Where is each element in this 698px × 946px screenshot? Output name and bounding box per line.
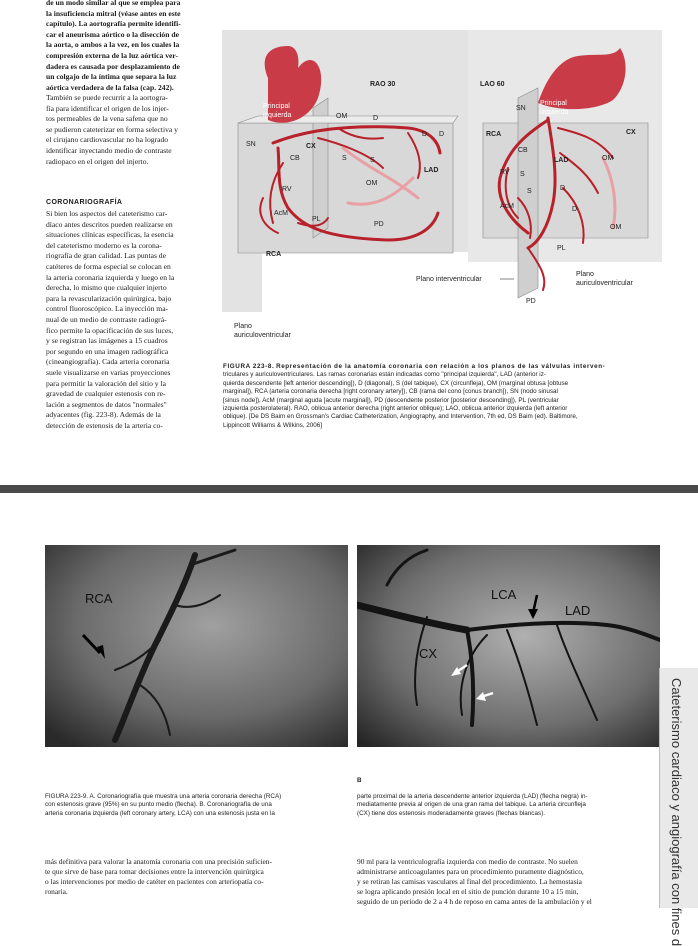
- rao-rv-label: RV: [282, 186, 292, 193]
- angiogram-photo-a: [45, 545, 348, 747]
- caption-line: con estenosis grave (95%) en su punto medio (flecha). B. Coronariografía de una: [45, 801, 272, 809]
- lao-lad-label: LAD: [554, 157, 569, 164]
- rao-d2-label: D: [422, 131, 428, 138]
- text-line: lación a segmentos de datos "normales": [46, 399, 167, 409]
- text-line: el cirujano cardiovascular no ha logrado: [46, 135, 169, 145]
- photo-b-cx-label: CX: [419, 646, 438, 661]
- lao-av-plane: [483, 123, 648, 238]
- text-line: fico permite la opacificación de sus luces,: [46, 325, 174, 335]
- text-line: nual de un medio de contraste radiográ-: [46, 314, 167, 324]
- text-line: y se retiran las camisas vasculares al final del procedimiento. La hemostasia: [357, 877, 582, 886]
- text-line: por segundo en una imagen radiográfica: [46, 346, 169, 356]
- lao-d-label: D: [560, 185, 566, 192]
- text-line: También se puede recurrir a la aortogra-: [46, 93, 168, 102]
- text-line: 90 ml para la ventriculografía izquierda con medio de contraste. No suelen: [357, 857, 578, 866]
- text-line: seguido de un periodo de 2 a 4 h de reposo en cama antes de la ambulación y el: [357, 897, 592, 906]
- caption-line: oblique). [De DS Baim en Grossman's Cardiac Catheterization, Angiography, and Intervention, 7th ed, DS Baim (ed). Baltimore,: [223, 413, 578, 421]
- text-line: díaco antes descritos pueden realizarse en: [46, 219, 173, 229]
- angiogram-photo-b: [357, 545, 660, 747]
- text-line: radiopaco en el origen del injerto.: [46, 156, 149, 166]
- bottom-left-paragraph: [45, 857, 347, 897]
- section-heading: CORONARIOGRAFÍA: [46, 199, 123, 206]
- text-line: y se registran las imágenes a 15 cuadros: [46, 336, 168, 346]
- lao-principal-label: Principal: [540, 100, 567, 107]
- caption-line: Lippincott Williams & Wilkins, 2006]: [223, 421, 323, 429]
- text-line: detección de estenosis de la arteria co-: [46, 420, 163, 430]
- caption-line: triculares y auriculoventriculares. Las ramas coronarias están indicadas como "principal izquierda", LAD (anterior iz-: [223, 371, 546, 379]
- figure-223-9-caption-left: [45, 793, 345, 818]
- text-line: un colgajo de la íntima que separa la luz: [46, 72, 177, 82]
- caption-line: mediatamente previa al origen de una gran rama del tabique. La arteria circunfleja: [357, 801, 586, 809]
- text-line: control fluoroscópico. La inyección ma-: [46, 304, 169, 314]
- text-line: te que sirve de base para tomar decisiones entre la intervención quirúrgica: [45, 867, 264, 876]
- caption-title: Representación de la anatomía coronaria con relación a los planos de las válvulas interven-: [276, 363, 606, 370]
- text-line: tos permeables de la vena safena que no: [46, 114, 168, 124]
- photo-b-lca-label: LCA: [491, 587, 517, 602]
- text-line: (cineangiografía). Cada arteria coronaria: [46, 357, 170, 367]
- rao-d-label: D: [373, 115, 379, 122]
- text-line: del cateterismo moderno es la corona-: [46, 240, 162, 250]
- plane-interventricular-label: Plano interventricular: [416, 276, 482, 283]
- caption-line: parte proximal de la arteria descendente anterior izquierda (LAD) (flecha negra) in-: [357, 793, 588, 800]
- text-line: para la revascularización quirúrgica, bajo: [46, 293, 172, 303]
- panel-b-letter: B: [357, 777, 362, 784]
- text-line: capítulo). La aortografía permite identifi-: [46, 19, 181, 29]
- photo-b-lad-label: LAD: [565, 603, 591, 618]
- caption-label: FIGURA 223-8.: [223, 363, 275, 370]
- text-line: fía para identificar el origen de los injer-: [46, 103, 169, 113]
- side-tab-label: Cateterismo cardiaco y angiografía con fines d: [669, 678, 684, 946]
- coronary-anatomy-diagram: [218, 28, 664, 346]
- text-line: dadera es causada por desplazamiento de: [46, 61, 180, 71]
- caption-line: marginal]), RCA (arteria coronaria derecha [right coronary artery]), CB (rama del cono [conus branch]), SN (nodo sinusal: [223, 388, 558, 396]
- rao-lad-label: LAD: [424, 167, 439, 174]
- rao-cb-label: CB: [290, 155, 300, 162]
- caption-line: izquierda posterolateral). RAO, oblicua anterior derecha (right anterior oblique); LAO, oblicua anterior izquierda (left anterior: [223, 405, 568, 413]
- intro-paragraph: [46, 0, 206, 93]
- text-line: adyacentes (fig. 223-8). Además de la: [46, 410, 161, 420]
- lao-acm-label: AcM: [500, 203, 514, 210]
- lao-rca-label: RCA: [486, 131, 502, 138]
- text-line: ronaria.: [45, 887, 68, 896]
- text-line: derecha, lo mismo que cualquier injerto: [46, 283, 167, 293]
- lao-view-label: LAO 60: [480, 81, 505, 88]
- lao-s1-label: S: [520, 171, 525, 178]
- rao-principal-label: Principal: [263, 103, 290, 110]
- figure-223-8-caption: [223, 363, 663, 430]
- rao-izquierda-label: izquierda: [263, 112, 292, 119]
- lao-rv-label: RV: [500, 169, 510, 176]
- plane-av-left-label-1: Plano: [234, 323, 252, 330]
- rao-rca-label: RCA: [266, 251, 282, 258]
- text-line: riografía de gran calidad. Las puntas de: [46, 251, 166, 261]
- lao-cb-label: CB: [518, 147, 528, 154]
- text-line: suele visualizarse en varias proyecciones: [46, 367, 171, 377]
- rao-om-label: OM: [336, 113, 348, 120]
- rao-om2-label: OM: [366, 180, 378, 187]
- lao-om2-label: OM: [610, 224, 622, 231]
- caption-line: FIGURA 223-9. A. Coronariografía que muestra una arteria coronaria derecha (RCA): [45, 793, 282, 800]
- rao-pd-label: PD: [374, 221, 384, 228]
- bottom-right-paragraph: [357, 857, 657, 907]
- caption-line: arteria coronaria izquierda (left coronary artery, LCA) con una estenosis justa en la: [45, 809, 275, 817]
- rao-sn-label: SN: [246, 141, 256, 148]
- text-line: para permitir la valoración del sitio y la: [46, 378, 166, 388]
- lao-izquierda-label: izquierda: [540, 109, 569, 116]
- coronariografia-paragraph: [46, 209, 209, 431]
- plane-av-left-label-2: auriculoventricular: [234, 332, 291, 339]
- text-line: se pudieron cateterizar en forma selectiva y: [46, 124, 178, 134]
- text-line: car el aneurisma aórtico o la disección de: [46, 29, 179, 39]
- figure-223-9-caption-right: [357, 793, 657, 818]
- text-line: aórtica verdadera de la falsa (cap. 242).: [46, 82, 174, 92]
- caption-line: quierda descendente [left anterior descending]), D (diagonal), S (del tabique), CX (circunfleja), OM (marginal obtusa [obtuse: [223, 379, 569, 387]
- text-line: administrarse anticoagulantes para un procedimiento puramente diagnóstico,: [357, 867, 584, 876]
- text-line: Si bien los aspectos del cateterismo car-: [46, 209, 168, 218]
- text-line: identificar inyectando medio de contraste: [46, 145, 172, 155]
- lao-sn-label: SN: [516, 105, 526, 112]
- photo-a-rca-label: RCA: [85, 591, 113, 606]
- text-line: o las intervenciones por medio de catéter en pacientes con arteriopatía co-: [45, 877, 264, 886]
- lao-om-label: OM: [602, 155, 614, 162]
- text-line: la arteria coronaria izquierda y luego en la: [46, 272, 175, 282]
- text-line: gravedad de cualquier estenosis con re-: [46, 389, 166, 399]
- caption-line: (CX) tiene dos estenosis moderadamente graves (flechas blancas).: [357, 809, 545, 817]
- rao-acm-label: AcM: [274, 210, 288, 217]
- plane-av-right-label-2: auriculoventricular: [576, 280, 633, 287]
- lao-pl-label: PL: [557, 245, 566, 252]
- text-line: la insuficiencia mitral (véase antes en este: [46, 8, 181, 18]
- lao-cx-label: CX: [626, 129, 636, 136]
- intro-paragraph-cont: [46, 93, 206, 167]
- lao-s2-label: S: [527, 188, 532, 195]
- rao-s2-label: S: [370, 157, 375, 164]
- rao-s1-label: S: [342, 155, 347, 162]
- rao-d3-label: D: [439, 131, 445, 138]
- lao-d2-label: D: [572, 206, 578, 213]
- plane-av-right-label-1: Plano: [576, 271, 594, 278]
- text-line: de un modo similar al que se emplea para: [46, 0, 181, 7]
- page-divider: [0, 485, 698, 493]
- rao-view-label: RAO 30: [370, 81, 396, 88]
- text-line: más definitiva para valorar la anatomía coronaria con una precisión suficien-: [45, 857, 272, 866]
- text-line: compresión externa de la luz aórtica ver-: [46, 50, 179, 60]
- text-line: la aorta, o ambos a la vez, en los cuales la: [46, 40, 180, 50]
- lao-pd-label: PD: [526, 298, 536, 305]
- text-line: se logra aplicando presión local en el sitio de punción durante 10 a 15 min,: [357, 887, 579, 896]
- rao-pl-label: PL: [312, 216, 321, 223]
- rao-cx-label: CX: [306, 143, 316, 150]
- caption-line: [sinus node]), AcM (marginal aguda [acute marginal]), PD (descendente posterior [posterior descending]), PL (ventricular: [223, 396, 559, 404]
- text-line: situaciones clínicas específicas, la esencia: [46, 230, 174, 240]
- text-line: catéteres de forma especial se colocan en: [46, 261, 171, 271]
- chapter-side-tab: [659, 668, 698, 946]
